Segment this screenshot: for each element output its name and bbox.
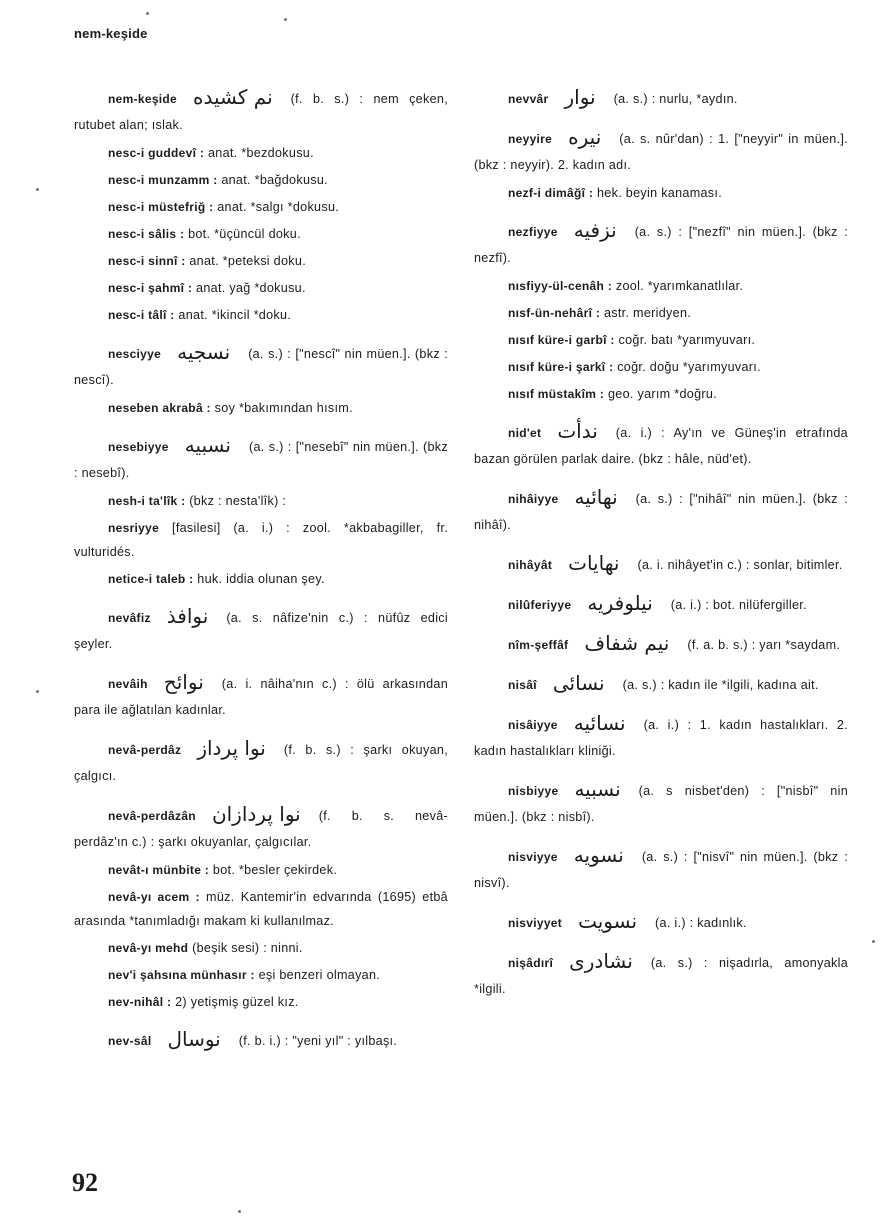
- ottoman-script: نوا پردازان: [211, 802, 301, 826]
- dictionary-entry: [74, 432, 448, 486]
- dictionary-entry: [74, 195, 448, 219]
- definition: anat. yağ *dokusu.: [196, 281, 306, 295]
- print-speck: [872, 940, 875, 943]
- definition: (f. b. i.) : "yeni yıl" : yılbaşı.: [238, 1034, 398, 1048]
- dictionary-entry: [74, 735, 448, 789]
- ottoman-script: نسجيه: [177, 340, 231, 364]
- dictionary-entry: [74, 303, 448, 327]
- headword: nesh-i ta'lîk :: [108, 494, 186, 508]
- right-column: [474, 72, 848, 1005]
- headword: nesc-i munzamm :: [108, 173, 218, 187]
- ottoman-script: نيره: [568, 125, 602, 149]
- print-speck: [36, 690, 39, 693]
- definition: bot. *besler çekirdek.: [212, 863, 338, 877]
- definition: astr. meridyen.: [603, 306, 692, 320]
- headword: nesc-i şahmî :: [108, 281, 193, 295]
- dictionary-entry: [74, 141, 448, 165]
- definition: (a. s.) : ["nescî" nin müen.]. (bkz : nescî).: [74, 347, 448, 387]
- headword: nem-keşide: [108, 92, 178, 106]
- headword: nesciyye: [108, 347, 162, 361]
- definition: (f. b. s.) : nem çeken, rutubet alan; ıslak.: [74, 92, 448, 132]
- definition: [fasilesi] (a. i.) : zool. *akbabagiller, fr. vulturidés.: [74, 521, 448, 559]
- headword: nesc-i guddevî :: [108, 146, 205, 160]
- dictionary-entry: [74, 963, 448, 987]
- dictionary-entry: [74, 669, 448, 723]
- ottoman-script: نزفيه: [573, 218, 617, 242]
- dictionary-entry: [474, 908, 848, 936]
- left-column: [74, 72, 448, 1057]
- ottoman-script: نيلوفريه: [587, 591, 653, 615]
- definition: (a. s.) : nişadırla, amonyakla *ilgili.: [474, 956, 848, 996]
- ottoman-script: نهايات: [568, 551, 620, 575]
- page-number: 92: [72, 1168, 98, 1197]
- ottoman-script: نشادرى: [569, 949, 633, 973]
- headword: nevvâr: [508, 92, 549, 106]
- dictionary-entry: [74, 222, 448, 246]
- ottoman-script: نسويه: [573, 843, 624, 867]
- definition: (f. b. s.) : şarkı okuyan, çalgıcı.: [74, 743, 448, 783]
- dictionary-entry: [74, 168, 448, 192]
- ottoman-script: نسائى: [552, 671, 605, 695]
- definition: (a. s nisbet'den) : ["nisbî" nin müen.]. (bkz : nisbî).: [474, 784, 848, 824]
- headword: nevât-ı münbite :: [108, 863, 210, 877]
- print-speck: [146, 12, 149, 15]
- headword: nevâih: [108, 677, 148, 691]
- dictionary-entry: [474, 181, 848, 205]
- headword: nesriyye: [108, 521, 160, 535]
- dictionary-entry: [74, 603, 448, 657]
- definition: (a. s.) : ["nezfî" nin müen.]. (bkz : nezfî).: [474, 225, 848, 265]
- headword: nev-nihâl :: [108, 995, 172, 1009]
- dictionary-entry: [74, 84, 448, 138]
- definition: (f. a. b. s.) : yarı *saydam.: [687, 638, 841, 652]
- headword: nîm-şeffâf: [508, 638, 569, 652]
- headword: nisâiyye: [508, 718, 558, 732]
- headword: nihâiyye: [508, 492, 559, 506]
- headword: nısıf müstakîm :: [508, 387, 605, 401]
- dictionary-entry: [74, 885, 448, 933]
- headword: nesebiyye: [108, 440, 169, 454]
- ottoman-script: نسبيه: [184, 433, 231, 457]
- definition: (a. i. nihâyet'in c.) : sonlar, bitimler.: [637, 558, 843, 572]
- dictionary-entry: [474, 670, 848, 698]
- definition: (a. s.) : ["nihâî" nin müen.]. (bkz : nihâî).: [474, 492, 848, 532]
- dictionary-entry: [74, 339, 448, 393]
- definition: (a. i. nâiha'nın c.) : ölü arkasından para ile ağlatılan kadınlar.: [74, 677, 448, 717]
- dictionary-entry: [74, 249, 448, 273]
- ottoman-script: نسويت: [578, 909, 638, 933]
- dictionary-entry: [74, 516, 448, 564]
- definition: (a. i.) : kadınlık.: [655, 916, 747, 930]
- definition: geo. yarım *doğru.: [607, 387, 717, 401]
- dictionary-entry: [474, 301, 848, 325]
- definition: (a. i.) : 1. kadın hastalıkları. 2. kadın hastalıkları kliniği.: [474, 718, 848, 758]
- headword: nevâ-perdâz: [108, 743, 182, 757]
- definition: (a. s.) : ["nesebî" nin müen.]. (bkz : nesebî).: [74, 440, 448, 480]
- dictionary-entry: [74, 396, 448, 420]
- headword: nevâ-yı acem :: [108, 890, 200, 904]
- headword: nihâyât: [508, 558, 553, 572]
- dictionary-entry: [74, 801, 448, 855]
- headword: nesc-i müstefriğ :: [108, 200, 214, 214]
- definition: anat. *ikincil *doku.: [178, 308, 292, 322]
- definition: anat. *salgı *dokusu.: [217, 200, 340, 214]
- headword: nişâdırî: [508, 956, 554, 970]
- dictionary-entry: [474, 948, 848, 1002]
- dictionary-entry: [74, 567, 448, 591]
- dictionary-entry: [74, 1026, 448, 1054]
- dictionary-entry: [474, 418, 848, 472]
- definition: eşi benzeri olmayan.: [258, 968, 381, 982]
- headword: nezf-i dimâğî :: [508, 186, 594, 200]
- ottoman-script: نوسال: [167, 1027, 221, 1051]
- running-head: nem-keşide: [74, 26, 148, 41]
- dictionary-entry: [74, 936, 448, 960]
- definition: (a. s. nûr'dan) : 1. ["neyyir" in müen.]. (bkz : neyyir). 2. kadın adı.: [474, 132, 848, 172]
- headword: nısıf küre-i şarkî :: [508, 360, 614, 374]
- definition: anat. *peteksi doku.: [189, 254, 306, 268]
- headword: nezfiyye: [508, 225, 558, 239]
- headword: nilûferiyye: [508, 598, 572, 612]
- dictionary-entry: [474, 382, 848, 406]
- definition: (f. b. s. nevâ-perdâz'ın c.) : şarkı okuyanlar, çalgıcılar.: [74, 809, 448, 849]
- definition: bot. *üçüncül doku.: [188, 227, 301, 241]
- ottoman-script: نوار: [564, 85, 596, 109]
- definition: zool. *yarımkanatlılar.: [615, 279, 744, 293]
- dictionary-entry: [474, 84, 848, 112]
- headword: nisbiyye: [508, 784, 559, 798]
- print-speck: [238, 1210, 241, 1213]
- print-speck: [284, 18, 287, 21]
- ottoman-script: نوائح: [163, 670, 204, 694]
- headword: nid'et: [508, 426, 542, 440]
- dictionary-entry: [474, 328, 848, 352]
- headword: nısıf küre-i garbî :: [508, 333, 615, 347]
- headword: nisviyyet: [508, 916, 563, 930]
- headword: nisviyye: [508, 850, 558, 864]
- headword: neyyire: [508, 132, 553, 146]
- dictionary-entry: [474, 710, 848, 764]
- dictionary-entry: [74, 489, 448, 513]
- definition: anat. *bezdokusu.: [207, 146, 314, 160]
- definition: anat. *bağdokusu.: [221, 173, 328, 187]
- headword: nev'i şahsına münhasır :: [108, 968, 255, 982]
- headword: nisâî: [508, 678, 537, 692]
- headword: nısfiyy-ül-cenâh :: [508, 279, 613, 293]
- definition: soy *bakımından hısım.: [214, 401, 353, 415]
- headword: nevâ-perdâzân: [108, 809, 196, 823]
- definition: (beşik sesi) : ninni.: [192, 941, 303, 955]
- definition: hek. beyin kanaması.: [596, 186, 722, 200]
- print-speck: [36, 188, 39, 191]
- ottoman-script: نوا پرداز: [197, 736, 266, 760]
- ottoman-script: ندأت: [557, 419, 598, 443]
- dictionary-entry: [474, 274, 848, 298]
- dictionary-entry: [74, 858, 448, 882]
- ottoman-script: نسبيه: [574, 777, 621, 801]
- dictionary-entry: [474, 550, 848, 578]
- headword: nesc-i sâlis :: [108, 227, 185, 241]
- dictionary-entry: [74, 276, 448, 300]
- headword: nısf-ün-nehârî :: [508, 306, 601, 320]
- dictionary-entry: [474, 484, 848, 538]
- dictionary-entry: [474, 590, 848, 618]
- ottoman-script: نسائيه: [573, 711, 626, 735]
- headword: nev-sâl: [108, 1034, 152, 1048]
- definition: (a. s.) : kadın ile *ilgili, kadına ait.: [622, 678, 819, 692]
- ottoman-script: نيم شفاف: [584, 631, 670, 655]
- definition: coğr. batı *yarımyuvarı.: [618, 333, 756, 347]
- headword: nesc-i tâlî :: [108, 308, 175, 322]
- definition: (a. s.) : nurlu, *aydın.: [613, 92, 738, 106]
- definition: (bkz : nesta'lîk) :: [189, 494, 287, 508]
- ottoman-script: نم كشيده: [193, 85, 273, 109]
- definition: huk. iddia olunan şey.: [197, 572, 325, 586]
- dictionary-entry: [474, 124, 848, 178]
- headword: nesc-i sinnî :: [108, 254, 186, 268]
- definition: (a. i.) : Ay'ın ve Güneş'in etrafında bazan görülen parlak daire. (bkz : hâle, nüd'et).: [474, 426, 848, 466]
- headword: neseben akrabâ :: [108, 401, 211, 415]
- dictionary-entry: [474, 630, 848, 658]
- definition: müz. Kantemir'in edvarında (1695) etbâ arasında *tanımladığı makam ki kullanılmaz.: [74, 890, 448, 928]
- ottoman-script: نوافذ: [166, 604, 209, 628]
- dictionary-entry: [474, 776, 848, 830]
- headword: netice-i taleb :: [108, 572, 194, 586]
- dictionary-entry: [74, 990, 448, 1014]
- ottoman-script: نهائيه: [574, 485, 618, 509]
- definition: (a. i.) : bot. nilüfergiller.: [670, 598, 807, 612]
- headword: nevâfiz: [108, 611, 151, 625]
- dictionary-entry: [474, 217, 848, 271]
- definition: (a. s.) : ["nisvî" nin müen.]. (bkz : nisvî).: [474, 850, 848, 890]
- definition: (a. s. nâfize'nin c.) : nüfûz edici şeyler.: [74, 611, 448, 651]
- definition: coğr. doğu *yarımyuvarı.: [617, 360, 761, 374]
- dictionary-entry: [474, 842, 848, 896]
- headword: nevâ-yı mehd: [108, 941, 189, 955]
- definition: 2) yetişmiş güzel kız.: [175, 995, 299, 1009]
- dictionary-entry: [474, 355, 848, 379]
